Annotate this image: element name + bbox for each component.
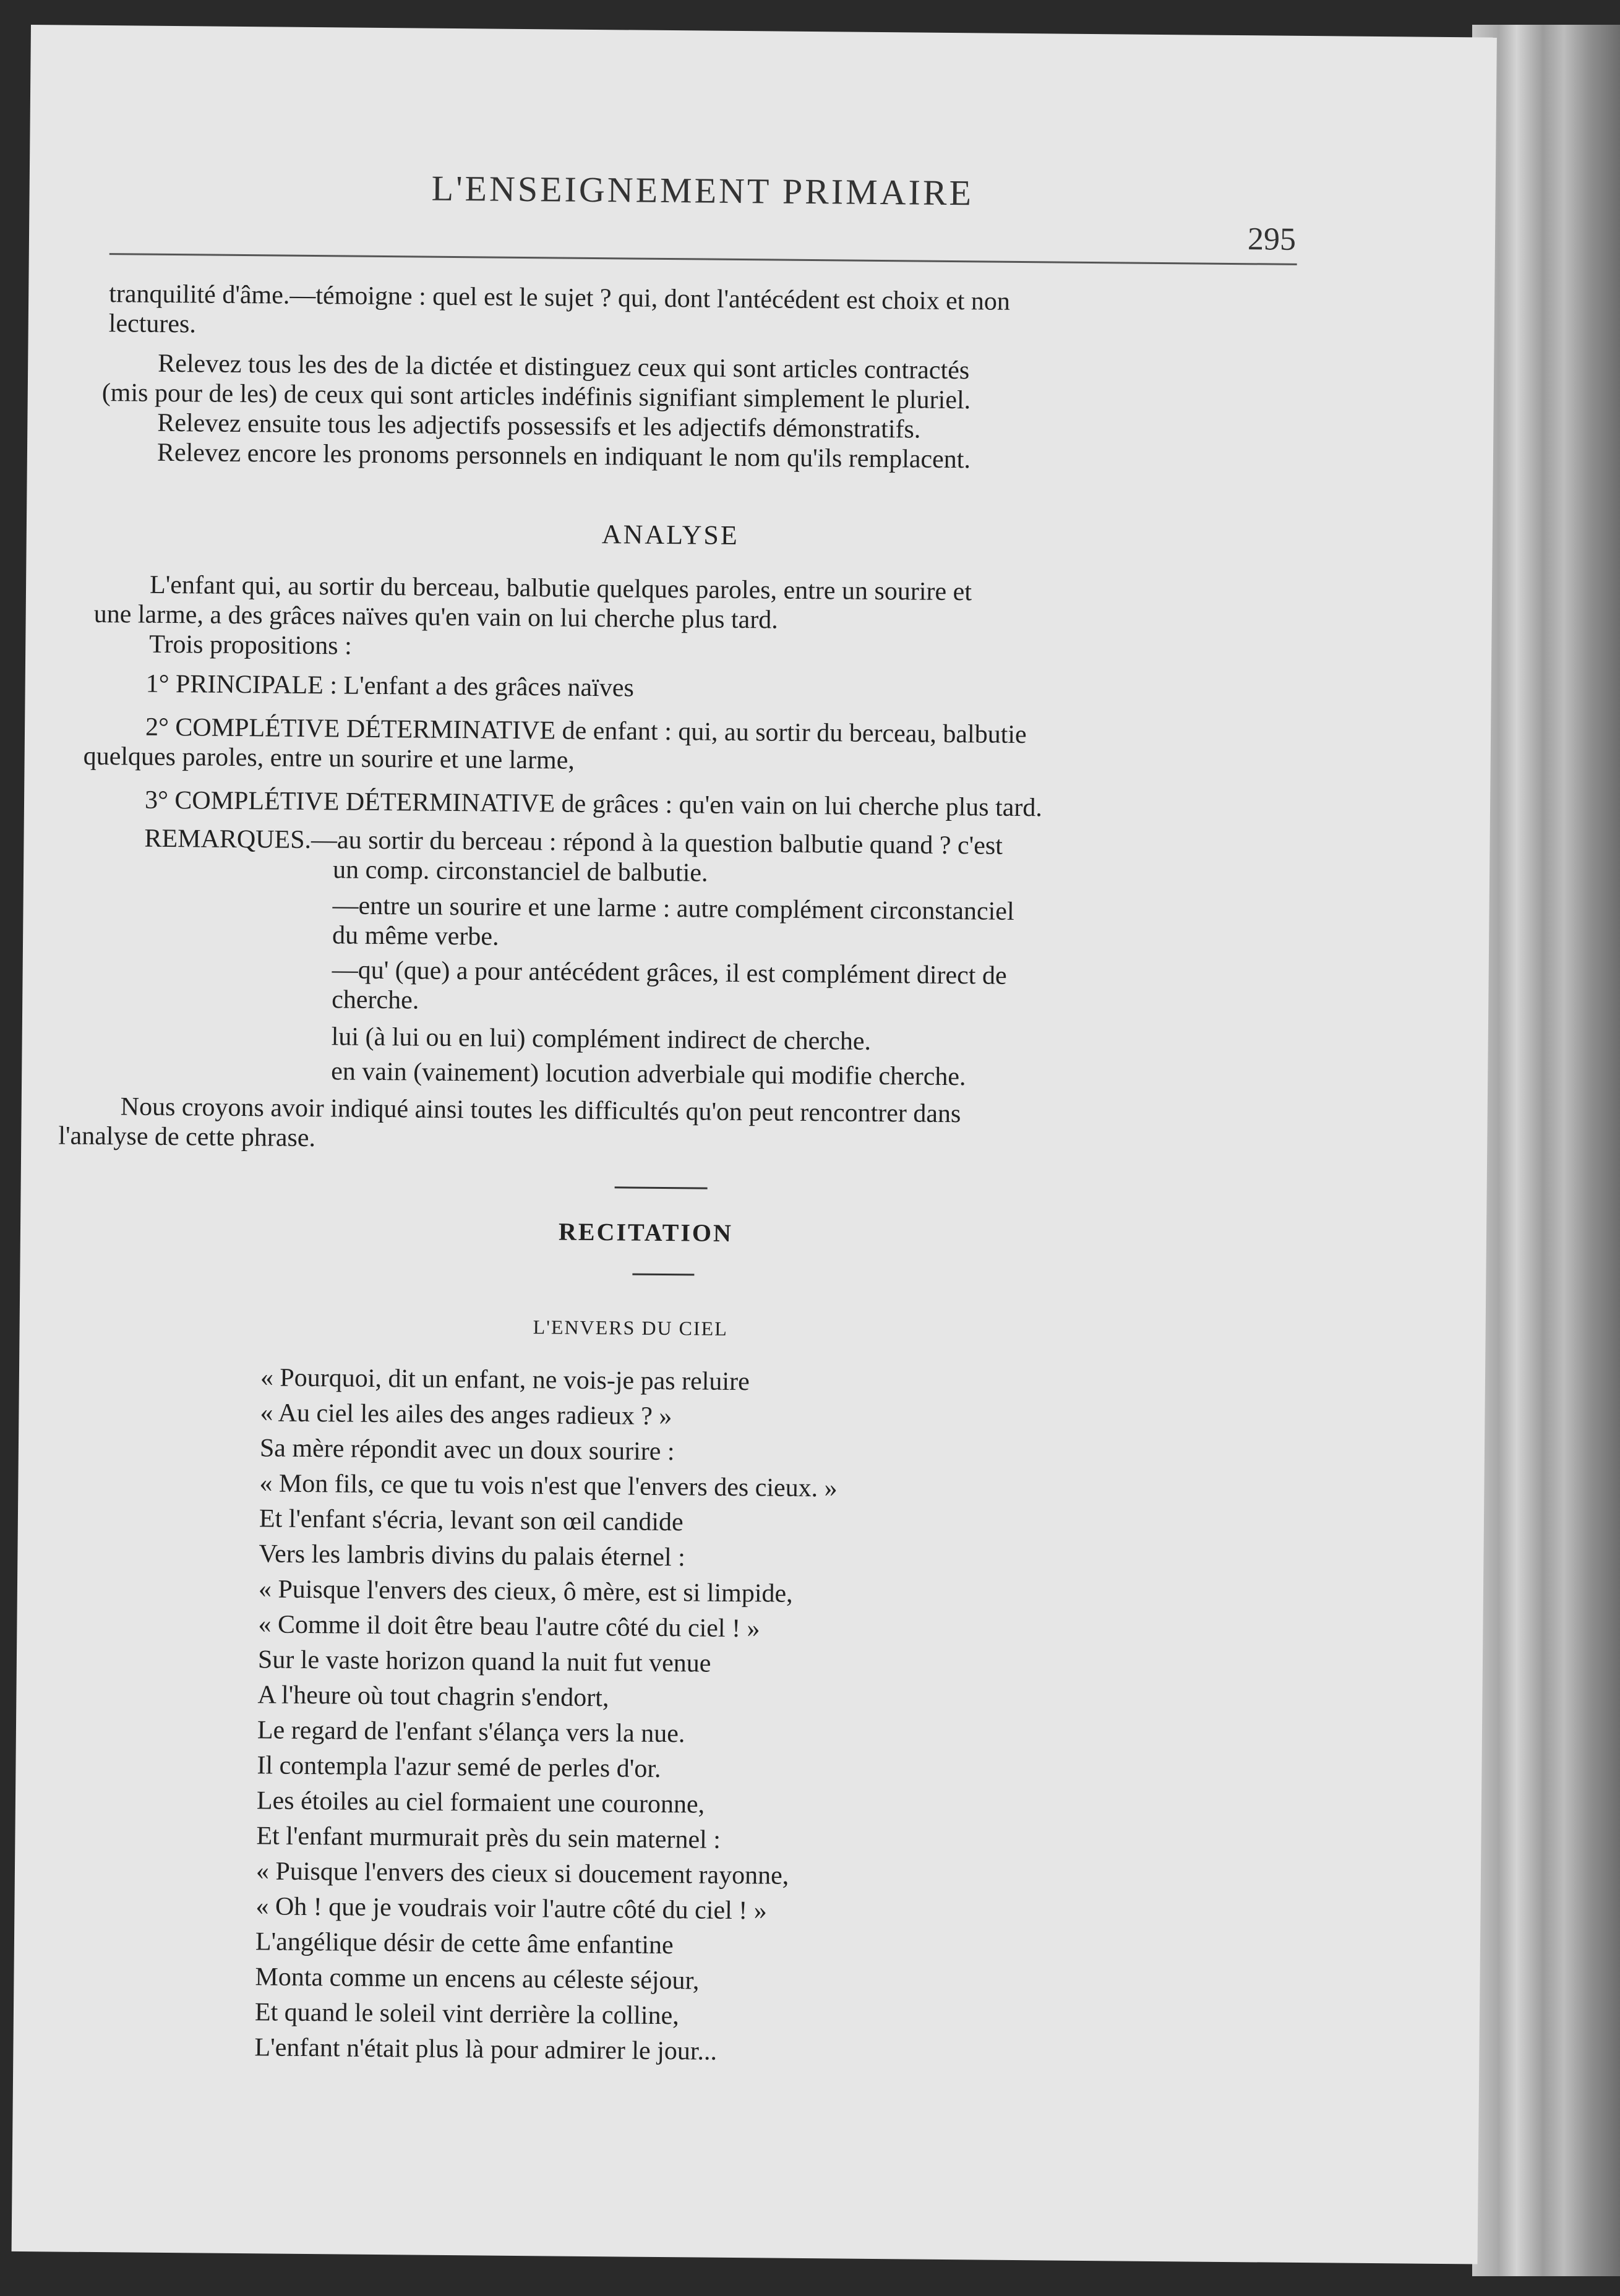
poem-verse: L'angélique désir de cette âme enfantine [255, 1927, 674, 1960]
poem-verse: Il contempla l'azur semé de perles d'or. [257, 1751, 661, 1783]
poem-title: L'ENVERS DU CIEL [533, 1316, 728, 1340]
grammar-line: Relevez tous les des de la dictée et distinguez ceux qui sont articles contractés [158, 349, 970, 385]
title-divider [632, 1274, 694, 1276]
analyse-line: —qu' (que) a pour antécédent grâces, il est complément direct de [332, 956, 1007, 990]
poem-verse: Monta comme un encens au céleste séjour, [255, 1963, 700, 1995]
analyse-line: un comp. circonstanciel de balbutie. [332, 855, 708, 888]
poem-verse: Sur le vaste horizon quand la nuit fut venue [257, 1645, 711, 1678]
analyse-line: du même verbe. [332, 921, 499, 951]
grammar-line: Relevez ensuite tous les adjectifs possessifs et les adjectifs démonstratifs. [157, 408, 921, 444]
grammar-line: Relevez encore les pronoms personnels en indiquant le nom qu'ils remplacent. [156, 438, 971, 474]
analyse-line: en vain (vainement) locution adverbiale qui modifie cherche. [331, 1057, 966, 1092]
grammar-line: tranquilité d'âme.—témoigne : quel est le sujet ? qui, dont l'antécédent est choix et non [109, 280, 1011, 316]
page-sheet [12, 25, 1497, 2264]
analyse-line: Trois propositions : [149, 630, 352, 661]
poem-verse: « Puisque l'envers des cieux si doucement rayonne, [255, 1857, 789, 1890]
analyse-line: cherche. [332, 985, 419, 1015]
poem-verse: « Au ciel les ailes des anges radieux ? » [260, 1399, 672, 1431]
poem-verse: Et quand le soleil vint derrière la colline, [254, 1998, 679, 2031]
poem-verse: Vers les lambris divins du palais éternel : [259, 1540, 685, 1572]
analyse-line: REMARQUES.—au sortir du berceau : répond à la question balbutie quand ? c'est [144, 824, 1003, 860]
poem-verse: « Comme il doit être beau l'autre côté du ciel ! » [258, 1610, 760, 1643]
analyse-line: l'analyse de cette phrase. [58, 1121, 316, 1153]
analyse-line: 1° PRINCIPALE : L'enfant a des grâces naïves [145, 669, 635, 703]
poem-verse: Le regard de l'enfant s'élança vers la nue. [257, 1716, 685, 1749]
page-number: 295 [1247, 221, 1296, 257]
poem-verse: « Puisque l'envers des cieux, ô mère, est si limpide, [258, 1575, 793, 1608]
poem-verse: A l'heure où tout chagrin s'endort, [257, 1681, 609, 1713]
grammar-line: (mis pour de les) de ceux qui sont articles indéfinis signifiant simplement le pluriel. [101, 379, 971, 415]
analyse-line: 2° COMPLÉTIVE DÉTERMINATIVE de enfant : qui, au sortir du berceau, balbutie [145, 713, 1027, 750]
section-divider [615, 1186, 708, 1189]
analyse-heading: ANALYSE [601, 519, 739, 551]
analyse-line: Nous croyons avoir indiqué ainsi toutes les difficultés qu'on peut rencontrer dans [120, 1092, 961, 1129]
poem-verse: Sa mère répondit avec un doux sourire : [259, 1434, 675, 1467]
analyse-line: quelques paroles, entre un sourire et une larme, [83, 742, 575, 775]
poem-verse: « Pourquoi, dit un enfant, ne vois-je pas reluire [260, 1363, 750, 1397]
analyse-line: une larme, a des grâces naïves qu'en vain on lui cherche plus tard. [93, 599, 779, 635]
analyse-line: L'enfant qui, au sortir du berceau, balbutie quelques paroles, entre un sourire et [149, 570, 972, 607]
header-rule [109, 253, 1297, 265]
book-spine-edge [1472, 25, 1620, 2276]
recitation-heading: RECITATION [558, 1217, 734, 1247]
grammar-line: lectures. [108, 309, 197, 339]
poem-verse: « Oh ! que je voudrais voir l'autre côté du ciel ! » [255, 1892, 767, 1925]
analyse-line: —entre un sourire et une larme : autre complément circonstanciel [332, 891, 1014, 926]
poem-verse: Et l'enfant murmurait près du sein maternel : [256, 1822, 721, 1854]
analyse-line: 3° COMPLÉTIVE DÉTERMINATIVE de grâces : qu'en vain on lui cherche plus tard. [144, 786, 1043, 823]
poem-verse: Et l'enfant s'écria, levant son œil candide [259, 1504, 684, 1537]
poem-verse: « Mon fils, ce que tu vois n'est que l'envers des cieux. » [259, 1469, 838, 1503]
analyse-line: lui (à lui ou en lui) complément indirect de cherche. [331, 1022, 872, 1056]
poem-verse: L'enfant n'était plus là pour admirer le jour... [254, 2033, 718, 2066]
poem-verse: Les étoiles au ciel formaient une couronne, [256, 1786, 705, 1819]
running-title: L'ENSEIGNEMENT PRIMAIRE [431, 168, 974, 213]
